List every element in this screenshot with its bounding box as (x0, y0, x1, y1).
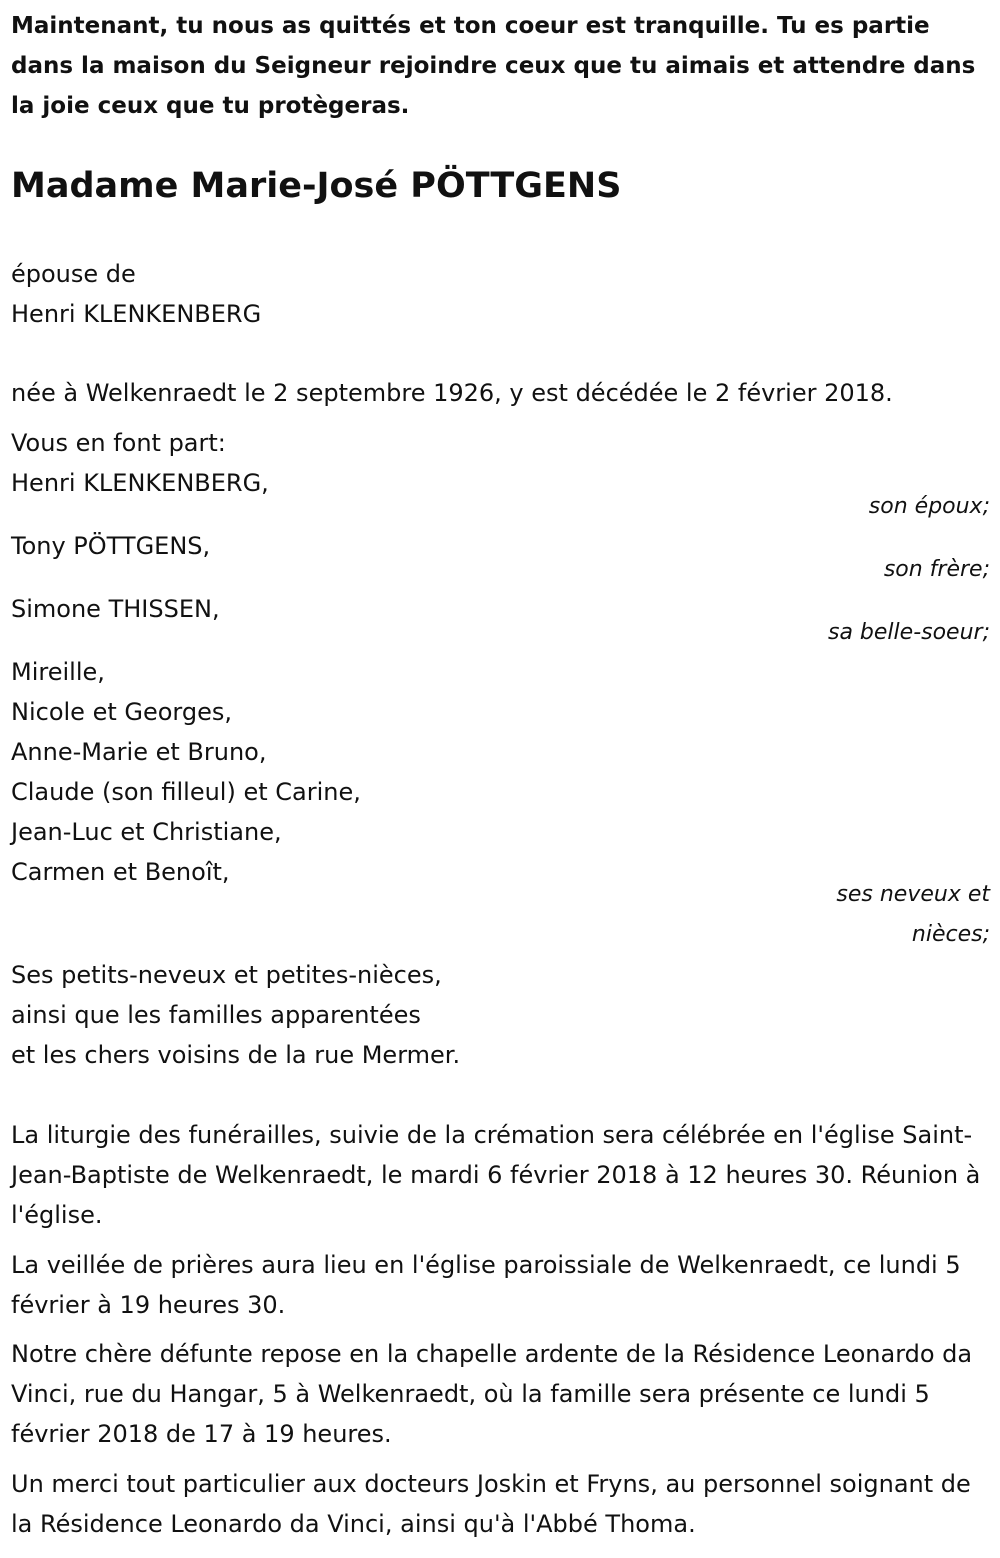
family-name: Henri KLENKENBERG, (11, 469, 269, 497)
family-name: Claude (son filleul) et Carine, (11, 778, 361, 806)
family-name: Anne-Marie et Bruno, (11, 738, 267, 766)
family-role: son époux; (868, 494, 990, 519)
family-name: Nicole et Georges, (11, 698, 232, 726)
birth-death-line: née à Welkenraedt le 2 septembre 1926, y est décédée le 2 février 2018. (11, 379, 893, 407)
spouse-name: Henri KLENKENBERG (11, 300, 262, 328)
family-name: ainsi que les familles apparentées (11, 1001, 421, 1029)
chapel-paragraph: Notre chère défunte repose en la chapelle ardente de la Résidence Leonardo da Vinci, rue du Hangar, 5 à Welkenraedt, où la famille sera présente ce lundi 5 février 2018 de 17 à 19 heures. (11, 1340, 973, 1448)
deceased-name-title: Madame Marie-José PÖTTGENS (11, 166, 622, 206)
family-name: Simone THISSEN, (11, 595, 220, 623)
vigil-paragraph: La veillée de prières aura lieu en l'église paroissiale de Welkenraedt, ce lundi 5 février à 19 heures 30. (11, 1251, 961, 1319)
thanks-paragraph: Un merci tout particulier aux docteurs Joskin et Fryns, au personnel soignant de la Résidence Leonardo da Vinci, ainsi qu'à l'Abbé Thoma. (11, 1470, 971, 1538)
family-role: ses neveux et (836, 882, 990, 907)
family-role: sa belle-soeur; (828, 620, 990, 645)
family-role: son frère; (883, 557, 990, 582)
family-name: Jean-Luc et Christiane, (11, 818, 282, 846)
family-name: Mireille, (11, 658, 105, 686)
family-name: Carmen et Benoît, (11, 858, 230, 886)
spouse-prefix: épouse de (11, 260, 136, 288)
family-name: Ses petits-neveux et petites-nièces, (11, 961, 442, 989)
family-name: Tony PÖTTGENS, (11, 532, 211, 560)
funeral-paragraph: La liturgie des funérailles, suivie de la crémation sera célébrée en l'église Saint-Jean-Baptiste de Welkenraedt, le mardi 6 février 2018 à 12 heures 30. Réunion à l'église. (11, 1121, 981, 1229)
announce-line: Vous en font part: (11, 429, 226, 457)
family-role-continued: nièces; (911, 922, 990, 947)
opening-quote: Maintenant, tu nous as quittés et ton coeur est tranquille. Tu es partie dans la maison du Seigneur rejoindre ceux que tu aimais et attendre dans la joie ceux que tu protègeras. (11, 13, 976, 119)
family-name: et les chers voisins de la rue Mermer. (11, 1041, 461, 1069)
